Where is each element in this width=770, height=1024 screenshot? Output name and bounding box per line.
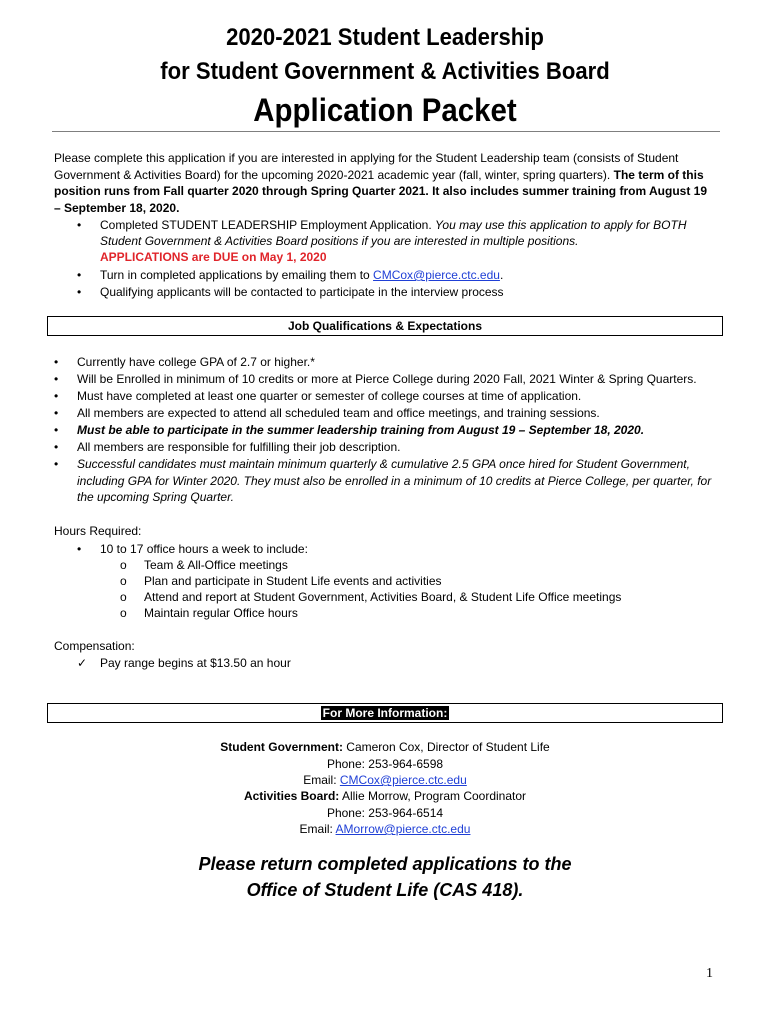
- bullet-icon: •: [77, 268, 82, 282]
- step-1-note: You may use this application to apply for BOTH Student Government & Activities Board positions if you are interested in multiple positions.: [100, 218, 687, 248]
- step-item-1: [77, 217, 717, 265]
- qualification-text: Must have completed at least one quarter or semester of college courses at time of application.: [77, 389, 582, 403]
- qualification-text: Successful candidates must maintain minimum quarterly & cumulative 2.5 GPA once hired for Student Government, including GPA for Winter 2020. They must also be enrolled in a minimum of 10 credits at Pierce College, per quarter, for the upcoming Spring Quarter.: [77, 457, 712, 504]
- bullet-icon: •: [54, 389, 59, 403]
- title-line-3: Application Packet: [253, 92, 517, 128]
- sg-phone: Phone: 253-964-6598: [326, 757, 444, 771]
- intro-paragraph: [54, 150, 714, 216]
- bullet-icon: •: [54, 457, 59, 471]
- sg-email-line: [0, 773, 770, 787]
- more-info-heading-box: [47, 703, 723, 723]
- sg-email-label: Email:: [303, 773, 340, 787]
- ab-email-line: [0, 822, 770, 836]
- circle-bullet-icon: o: [120, 590, 127, 604]
- ab-label: Activities Board:: [243, 789, 340, 803]
- bullet-icon: •: [77, 218, 82, 232]
- step-item-2: [77, 267, 717, 283]
- compensation-text: Pay range begins at $13.50 an hour: [100, 656, 291, 670]
- bullet-icon: •: [54, 355, 59, 369]
- sg-contact-line: [0, 740, 770, 754]
- bullet-icon: •: [54, 372, 59, 386]
- checkmark-icon: ✓: [77, 656, 88, 670]
- circle-bullet-icon: o: [120, 606, 127, 620]
- hours-sub-text: Maintain regular Office hours: [144, 606, 298, 620]
- sg-email-link[interactable]: CMCox@pierce.ctc.edu: [339, 773, 467, 787]
- compensation-label: Compensation:: [54, 639, 135, 653]
- qualifications-heading: Job Qualifications & Expectations: [47, 316, 723, 336]
- bullet-icon: •: [54, 440, 59, 454]
- bullet-icon: •: [54, 406, 59, 420]
- hours-label: Hours Required:: [54, 524, 142, 538]
- ab-contact-line: [0, 789, 770, 803]
- bullet-icon: •: [54, 423, 59, 437]
- page-number: 1: [706, 966, 713, 981]
- step-3-text: Qualifying applicants will be contacted to participate in the interview process: [100, 285, 504, 299]
- hours-main-item: [77, 541, 717, 557]
- submission-email-link[interactable]: CMCox@pierce.ctc.edu: [373, 268, 500, 282]
- step-2-end: .: [499, 268, 504, 282]
- qualification-text: All members are expected to attend all scheduled team and office meetings, and training sessions.: [77, 406, 600, 420]
- circle-bullet-icon: o: [120, 558, 127, 572]
- sg-label: Student Government:: [220, 740, 343, 754]
- step-item-3: [77, 284, 717, 300]
- qualification-text: Must be able to participate in the summer leadership training from August 19 – September 18, 2020.: [77, 423, 645, 437]
- qualification-text: All members are responsible for fulfilling their job description.: [77, 440, 401, 454]
- circle-bullet-icon: o: [120, 574, 127, 588]
- sg-name: Cameron Cox, Director of Student Life: [346, 740, 550, 754]
- bullet-icon: •: [77, 285, 82, 299]
- header-divider: [52, 131, 720, 132]
- qualification-text: Currently have college GPA of 2.7 or higher.*: [77, 355, 315, 369]
- step-1-text: Completed STUDENT LEADERSHIP Employment Application.: [100, 218, 432, 232]
- compensation-item: [77, 655, 717, 671]
- more-info-heading: For More Information:: [322, 706, 448, 720]
- closing-line-2: Office of Student Life (CAS 418).: [246, 880, 524, 900]
- ab-email-link[interactable]: AMorrow@pierce.ctc.edu: [335, 822, 471, 836]
- ab-email-label: Email:: [299, 822, 336, 836]
- intro-term-text: The term of this position runs from Fall quarter 2020 through Spring Quarter 2021. It also includes summer training from August 19 – September 18, 2020.: [54, 167, 708, 215]
- title-line-1: 2020-2021 Student Leadership: [226, 24, 544, 51]
- step-2-text: Turn in completed applications by emailing them to: [100, 268, 370, 282]
- hours-sub-text: Plan and participate in Student Life events and activities: [144, 574, 442, 588]
- bullet-icon: •: [77, 542, 82, 556]
- hours-main-text: 10 to 17 office hours a week to include:: [100, 542, 308, 556]
- ab-name: Allie Morrow, Program Coordinator: [341, 789, 527, 803]
- due-date-notice: APPLICATIONS are DUE on May 1, 2020: [100, 250, 327, 264]
- qualification-text: Will be Enrolled in minimum of 10 credits or more at Pierce College during 2020 Fall, 2021 Winter & Spring Quarters.: [77, 372, 697, 386]
- hours-sub-text: Attend and report at Student Government, Activities Board, & Student Life Office meetings: [144, 590, 622, 604]
- hours-sub-text: Team & All-Office meetings: [144, 558, 288, 572]
- ab-phone: Phone: 253-964-6514: [326, 806, 444, 820]
- title-line-2: for Student Government & Activities Board: [160, 58, 610, 85]
- intro-text: Please complete this application if you are interested in applying for the Student Leadership team (consists of Student Government & Activities Board) for the upcoming 2020-2021 academic year (fall, winter, spring quarters).: [54, 151, 679, 182]
- closing-line-1: Please return completed applications to the: [198, 854, 572, 874]
